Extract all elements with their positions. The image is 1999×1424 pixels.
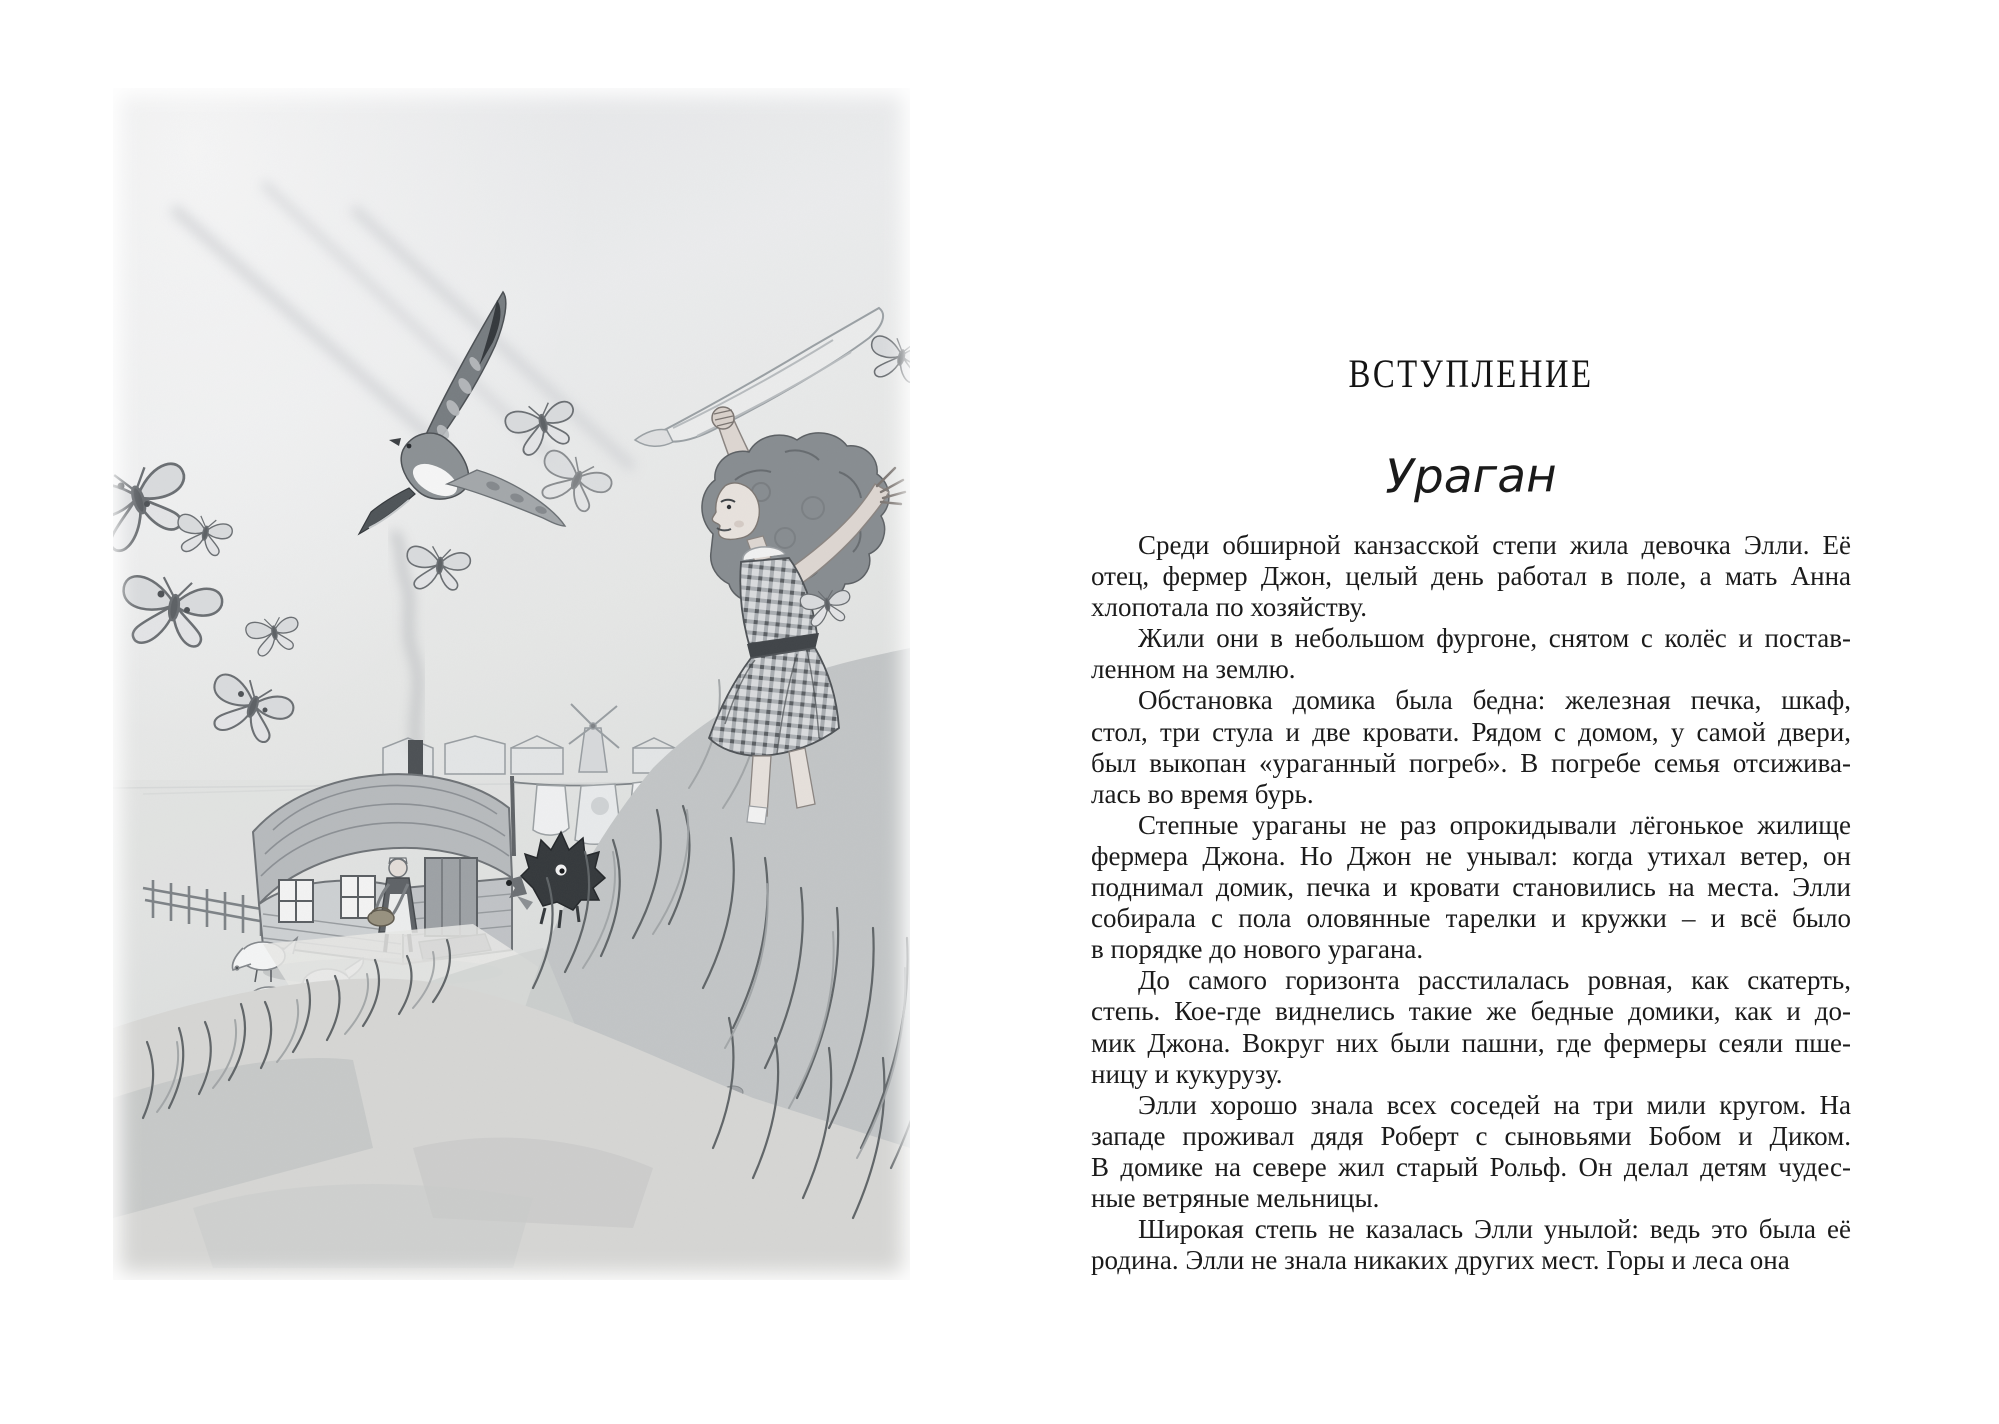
text-line: стол, три стула и две кровати. Рядом с домом, у самой двери, — [1091, 716, 1851, 747]
body-text — [1091, 530, 1851, 1276]
paragraph — [1091, 623, 1851, 685]
text-line: западе проживал дядя Роберт с сыновьями Бобом и Диком. — [1091, 1120, 1851, 1151]
text-line: ленном на землю. — [1091, 654, 1296, 685]
text-line: До самого горизонта расстилалась ровная, как скатерть, — [1138, 965, 1851, 996]
text-line: поднимал домик, печка и кровати становились на места. Элли — [1091, 872, 1851, 903]
text-line: лась во время бурь. — [1091, 778, 1314, 809]
paragraph — [1091, 1214, 1851, 1276]
text-line: ные ветряные мельницы. — [1091, 1182, 1380, 1213]
text-line: степь. Кое-где виднелись такие же бедные домики, как и до- — [1091, 996, 1851, 1027]
chapter-title: ВСТУПЛЕНИЕ — [1348, 351, 1594, 396]
text-line: был выкопан «ураганный погреб». В погребе семья отсижива- — [1091, 747, 1851, 778]
text-line: Жили они в небольшом фургоне, снятом с колёс и постав- — [1138, 623, 1851, 654]
text-line: ницу и кукурузу. — [1091, 1058, 1283, 1089]
paragraph — [1091, 530, 1851, 623]
text-line: мик Джона. Вокруг них были пашни, где фермеры сеяли пше- — [1091, 1027, 1851, 1058]
section-title: Ураган — [1384, 448, 1557, 505]
book-illustration — [113, 88, 910, 1280]
text-line: Обстановка домика была бедна: железная печка, шкаф, — [1138, 685, 1851, 716]
paragraph — [1091, 965, 1851, 1089]
text-line: фермера Джона. Но Джон не унывал: когда утихал ветер, он — [1091, 840, 1851, 871]
paragraph — [1091, 810, 1851, 965]
paragraph — [1091, 685, 1851, 809]
text-line: родина. Элли не знала никаких других мест. Горы и леса она — [1091, 1245, 1790, 1276]
text-line: собирала с пола оловянные тарелки и кружки – и всё было — [1091, 903, 1851, 934]
paper-grain — [113, 88, 910, 1280]
paragraph — [1091, 1090, 1851, 1214]
text-line: В домике на севере жил старый Рольф. Он делал детям чудес- — [1091, 1151, 1851, 1182]
text-line: хлопотала по хозяйству. — [1091, 592, 1367, 623]
text-line: Среди обширной канзасской степи жила девочка Элли. Её — [1138, 530, 1851, 560]
text-line: Широкая степь не казалась Элли унылой: ведь это была её — [1138, 1214, 1851, 1245]
text-line: в порядке до нового урагана. — [1091, 934, 1424, 965]
text-line: отец, фермер Джон, целый день работал в поле, а мать Анна — [1091, 561, 1851, 592]
left-page — [113, 88, 910, 1280]
text-line: Степные ураганы не раз опрокидывали лёгонькое жилище — [1138, 809, 1851, 840]
text-line: Элли хорошо знала всех соседей на три мили кругом. На — [1138, 1089, 1851, 1120]
